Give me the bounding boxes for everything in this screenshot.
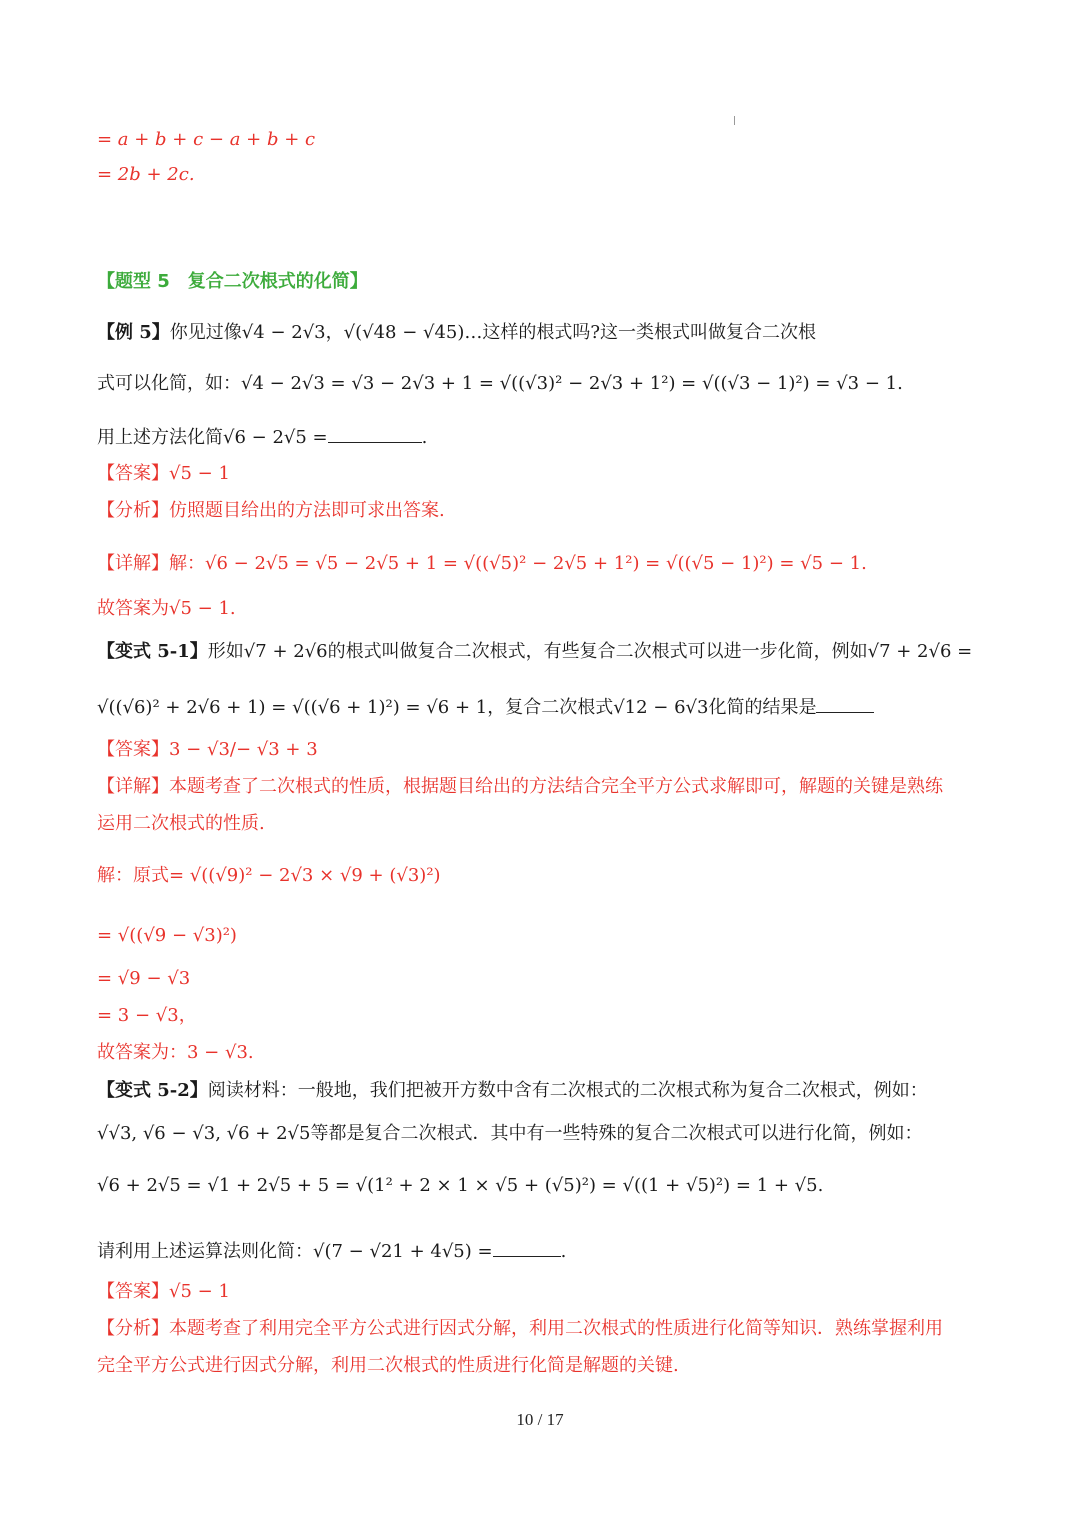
variant-tag: 【变式 5-1】 (97, 641, 208, 662)
variant-5-1-line (97, 640, 988, 663)
solution-step: = 3 − √3， (97, 1005, 197, 1026)
detail-line (97, 552, 988, 575)
answer-tag: 【答案】 (97, 739, 169, 760)
detail-conclusion: 故答案为√5 − 1. (97, 598, 236, 619)
question-end: . (421, 426, 428, 448)
example-5-line (97, 321, 988, 344)
answer-line (97, 462, 988, 485)
analysis-text: 仿照题目给出的方法即可求出答案. (169, 500, 445, 521)
answer-text: √5 − 1 (169, 1281, 230, 1302)
variant-text: √((√6)² + 2√6 + 1) = √((√6 + 1)²) = √6 + 1，复合二次根式√12 − 6√3化简的结果是 (97, 696, 817, 718)
variant-5-2-line: √6 + 2√5 = √1 + 2√5 + 5 = √(1² + 2 × 1 × √5 + (√5)²) = √((1 + √5)²) = 1 + √5. (97, 1175, 824, 1196)
solution-line: = 2b + 2c. (97, 164, 195, 185)
analysis-line (97, 1317, 988, 1340)
question-text: 请利用上述运算法则化简：√(7 − √21 + 4√5) = (97, 1240, 493, 1262)
detail-line (97, 775, 988, 798)
analysis-text: 本题考查了利用完全平方公式进行因式分解，利用二次根式的性质进行化简等知识．熟练掌握利用 (169, 1318, 943, 1339)
answer-tag: 【答案】 (97, 1281, 169, 1302)
solution-step: = √((√9 − √3)²) (97, 925, 237, 946)
analysis-tag: 【分析】 (97, 1318, 169, 1339)
variant-5-1-line (97, 693, 988, 719)
question-text: 用上述方法化简√6 − 2√5 = (97, 426, 328, 448)
question-end: . (560, 1240, 567, 1262)
answer-line (97, 1280, 988, 1303)
page-number: 10 / 17 (516, 1410, 564, 1429)
answer-blank (328, 423, 422, 443)
answer-text: 3 − √3/− √3 + 3 (169, 739, 318, 760)
variant-5-2-question (97, 1237, 988, 1263)
analysis-line (97, 499, 988, 522)
detail-line: 运用二次根式的性质. (97, 813, 265, 834)
detail-text: 本题考查了二次根式的性质，根据题目给出的方法结合完全平方公式求解即可，解题的关键是熟练 (169, 776, 943, 797)
detail-conclusion: 故答案为：3 − √3. (97, 1042, 254, 1063)
detail-tag: 【详解】 (97, 553, 169, 574)
answer-text: √5 − 1 (169, 463, 230, 484)
variant-text: 形如√7 + 2√6的根式叫做复合二次根式，有些复合二次根式可以进一步化简，例如√7 + 2√6 = (207, 641, 973, 662)
example-tag: 【例 5】 (97, 322, 170, 343)
answer-line (97, 738, 988, 761)
solution-line: = a + b + c − a + b + c (97, 129, 316, 150)
detail-tag: 【详解】 (97, 776, 169, 797)
solution-step: = √9 − √3 (97, 968, 191, 989)
detail-text: 解：√6 − 2√5 = √5 − 2√5 + 1 = √((√5)² − 2√5 + 1²) = √((√5 − 1)²) = √5 − 1. (169, 553, 867, 574)
variant-text: 阅读材料：一般地，我们把被开方数中含有二次根式的二次根式称为复合二次根式，例如： (207, 1080, 928, 1101)
solution-step: 解：原式= √((√9)² − 2√3 × √9 + (√3)²) (97, 865, 441, 886)
example-5-question (97, 423, 988, 449)
example-text: 你见过像√4 − 2√3，√(√48 − √45)…这样的根式吗?这一类根式叫做复合二次根 (169, 322, 817, 343)
example-5-line: 式可以化简，如：√4 − 2√3 = √3 − 2√3 + 1 = √((√3)² − 2√3 + 1²) = √((√3 − 1)²) = √3 − 1. (97, 373, 903, 394)
answer-blank (816, 693, 874, 713)
margin-mark (734, 116, 735, 125)
analysis-line: 完全平方公式进行因式分解，利用二次根式的性质进行化简是解题的关键. (97, 1355, 679, 1376)
analysis-tag: 【分析】 (97, 500, 169, 521)
section-title: 【题型 5 复合二次根式的化简】 (97, 271, 368, 292)
variant-5-2-line: √√3, √6 − √3, √6 + 2√5等都是复合二次根式．其中有一些特殊的复合二次根式可以进行化简，例如： (97, 1123, 923, 1144)
answer-tag: 【答案】 (97, 463, 169, 484)
variant-5-2-line (97, 1079, 988, 1102)
answer-blank (493, 1237, 561, 1257)
variant-tag: 【变式 5-2】 (97, 1080, 208, 1101)
